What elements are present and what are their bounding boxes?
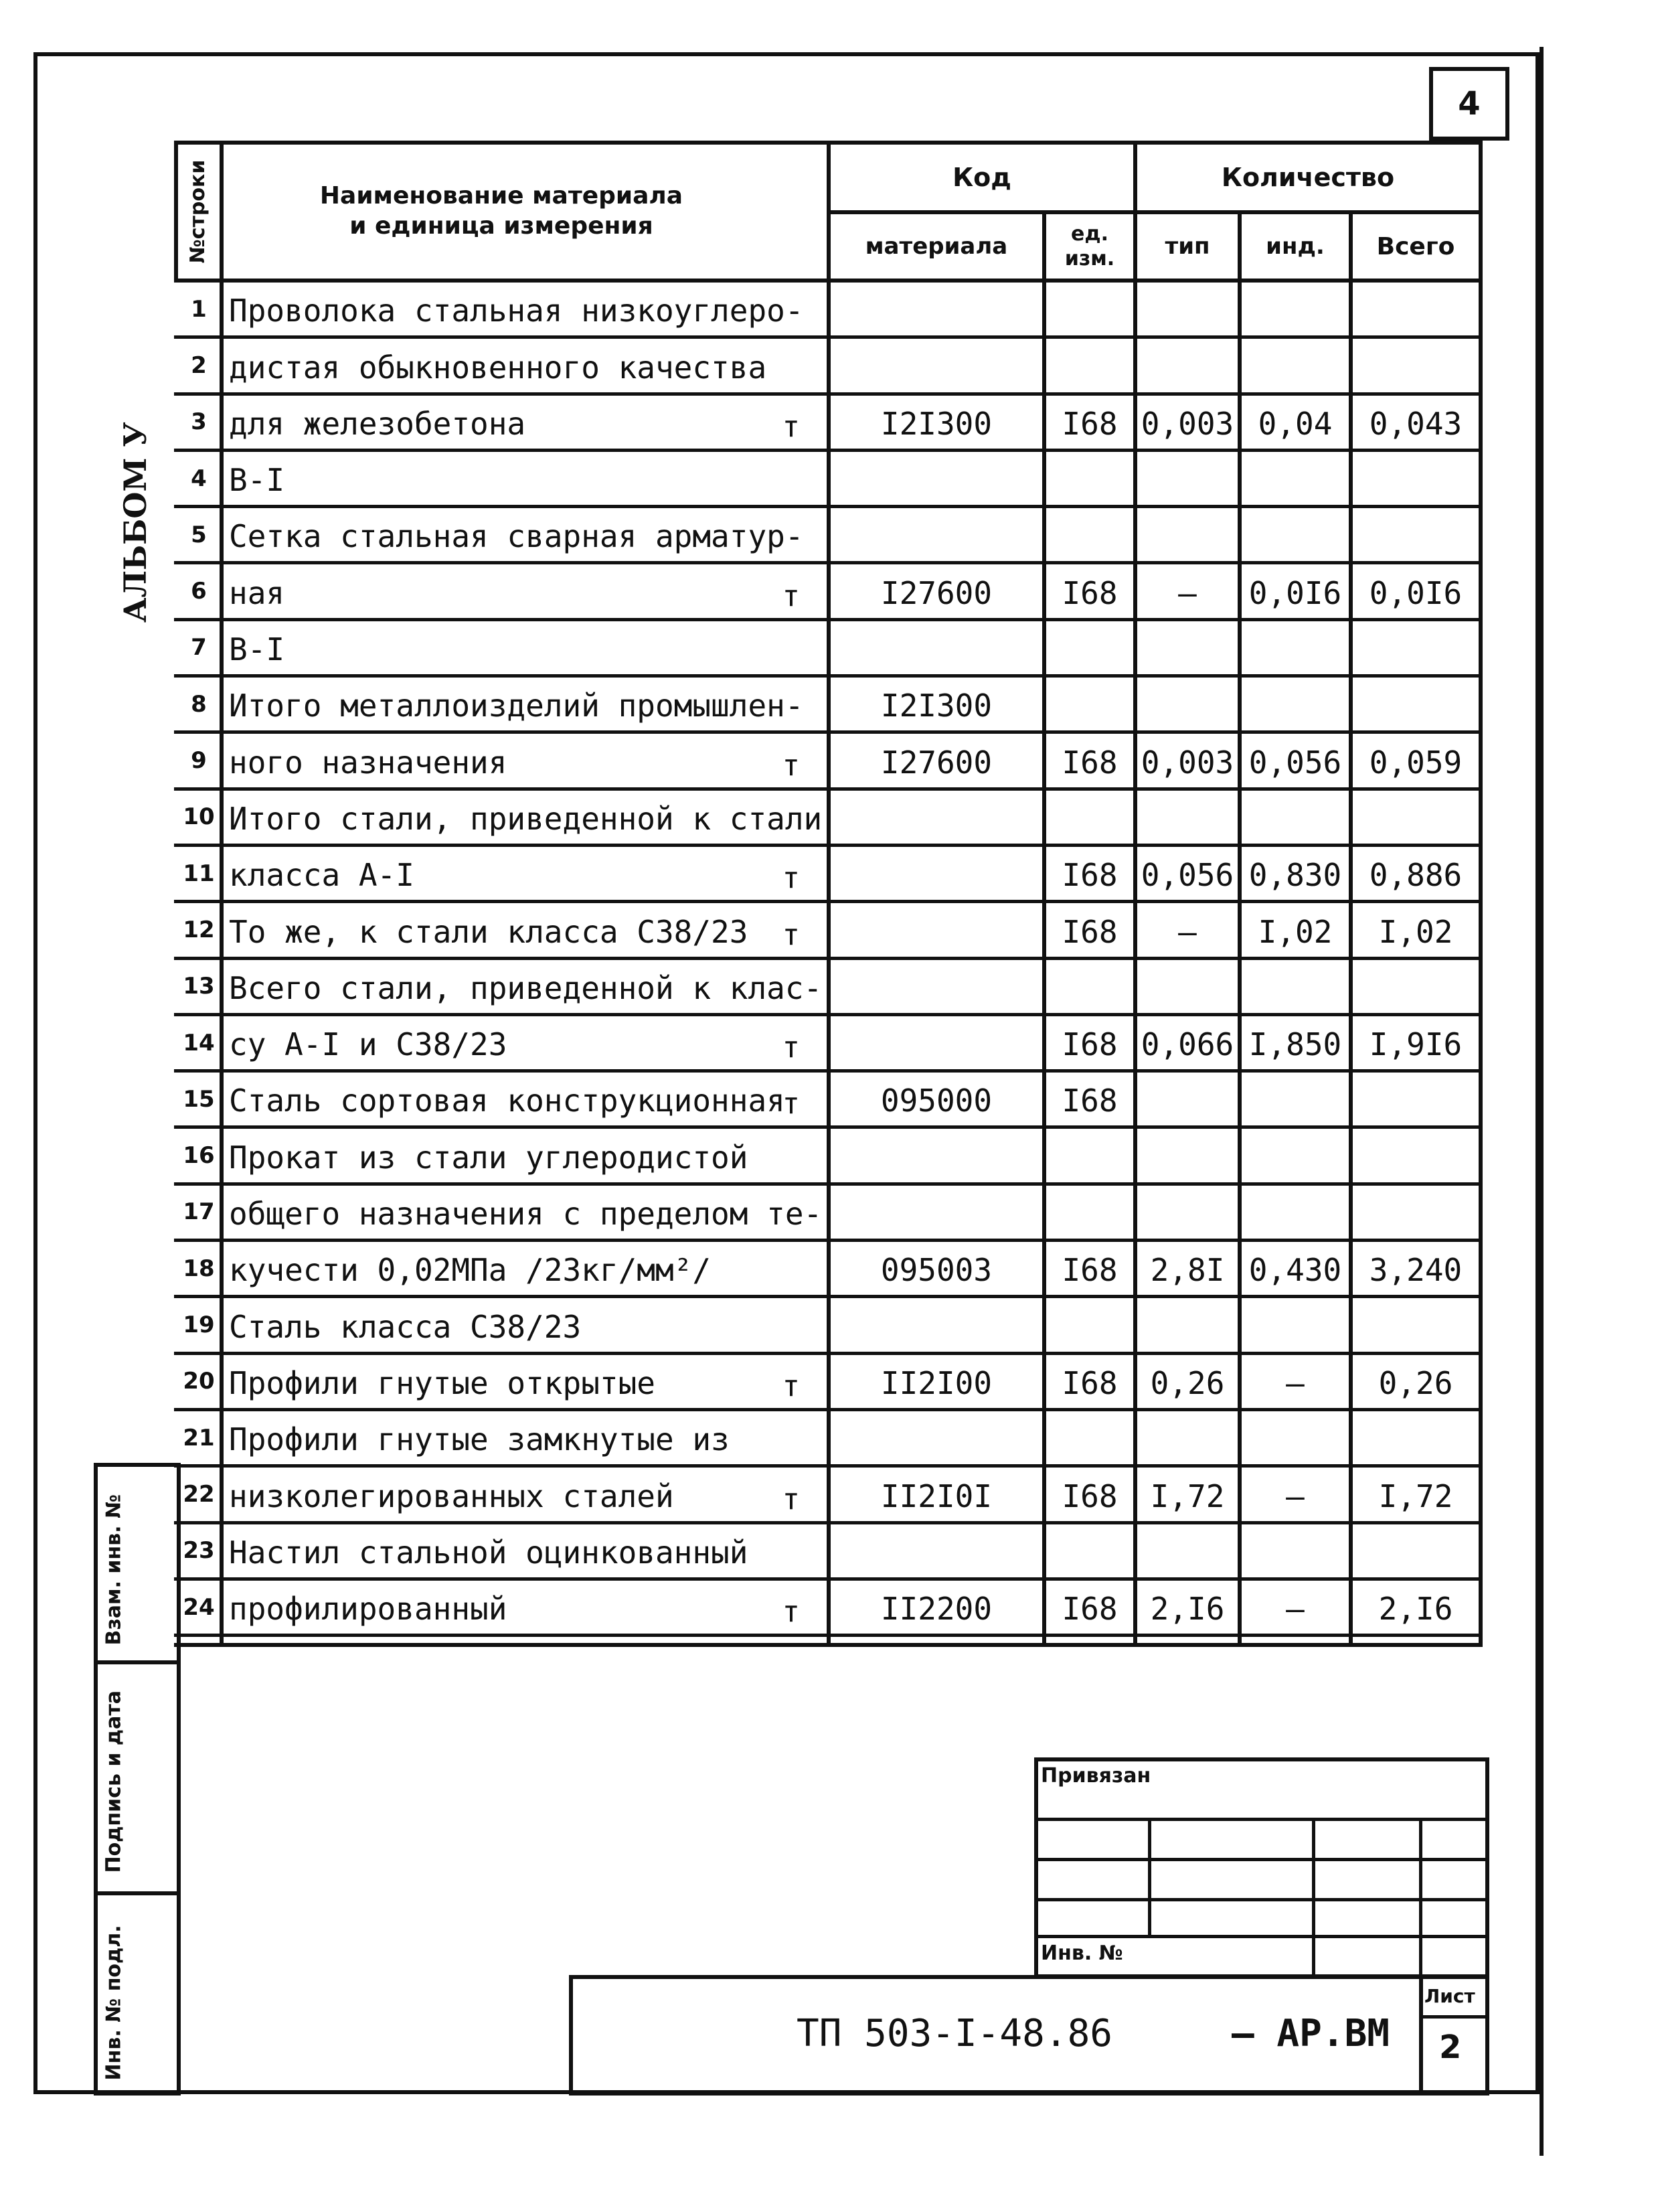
table-row [174, 903, 1483, 959]
cell-code [831, 1016, 1042, 1069]
cell-total: 2,I6 [1378, 1591, 1453, 1628]
cell-ed [1046, 508, 1133, 561]
cell-typ [1137, 960, 1238, 1013]
cell-total: 0,886 [1369, 857, 1463, 894]
cell-ed: I68 [1062, 1252, 1118, 1289]
cell-typ: – [1178, 574, 1197, 611]
doc-code: ТП 503-I-48.86 [797, 2012, 1113, 2055]
table-row [174, 1298, 1483, 1354]
cell-code: I2I300 [880, 405, 993, 442]
stamp-inv-no: Инв. № [1041, 1942, 1123, 1965]
cell-ed: I68 [1062, 1083, 1118, 1119]
cell-total [1353, 508, 1479, 561]
cell-unit-mark: т [782, 409, 800, 444]
cell-ed [1046, 1524, 1133, 1577]
cell-typ [1137, 452, 1238, 505]
cell-typ: 0,003 [1141, 744, 1234, 781]
cell-code [831, 339, 1042, 392]
cell-ed: I68 [1062, 1591, 1118, 1628]
table-row [174, 960, 1483, 1016]
cell-ind [1242, 1298, 1349, 1351]
cell-ind: 0,830 [1248, 857, 1342, 894]
cell-n: 21 [183, 1424, 215, 1451]
cell-name: Сталь класса С38/23 [229, 1308, 582, 1345]
cell-code [831, 791, 1042, 844]
cell-ind: – [1286, 1478, 1305, 1514]
header-typ: тип [1165, 232, 1210, 260]
cell-n: 14 [183, 1029, 215, 1056]
header-row-no: №строки [186, 159, 210, 264]
side-inv-podl: Инв. № подл. [102, 1925, 126, 2081]
cell-n: 7 [191, 634, 207, 661]
table-row [174, 1129, 1483, 1186]
cell-code [831, 621, 1042, 674]
cell-code [831, 903, 1042, 956]
cell-typ [1137, 339, 1238, 392]
cell-unit-mark: т [782, 1087, 800, 1121]
cell-n: 9 [191, 747, 207, 775]
cell-name: Итого металлоизделий промышлен- [229, 688, 804, 724]
cell-code: II2I00 [880, 1364, 993, 1401]
cell-code [831, 508, 1042, 561]
cell-code [831, 1524, 1042, 1577]
stamp-privyazan-label: Привязан [1041, 1764, 1151, 1788]
table-row [174, 1411, 1483, 1468]
sheet-label: Лист [1424, 1985, 1475, 2007]
cell-total [1353, 1129, 1479, 1182]
cell-n: 15 [183, 1085, 215, 1113]
doc-suffix: – АР.ВМ [1232, 2012, 1390, 2055]
cell-typ [1137, 1298, 1238, 1351]
cell-name: общего назначения с пределом те- [229, 1196, 823, 1233]
table-row [174, 1355, 1483, 1411]
page-number: 4 [1429, 67, 1509, 141]
cell-total [1353, 452, 1479, 505]
header-unit: ед. изм. [1064, 222, 1115, 270]
cell-typ [1137, 678, 1238, 730]
cell-ind: 0,04 [1258, 405, 1333, 442]
cell-n: 10 [183, 803, 215, 831]
cell-n: 24 [183, 1593, 215, 1621]
cell-name: Профили гнутые открытые [229, 1364, 655, 1401]
cell-typ: 0,066 [1141, 1026, 1234, 1063]
table-row [174, 565, 1483, 621]
cell-ed [1046, 960, 1133, 1013]
cell-code [831, 283, 1042, 335]
cell-ind: 0,0I6 [1248, 574, 1342, 611]
cell-ed [1046, 678, 1133, 730]
table-row [174, 621, 1483, 678]
table-row [174, 1524, 1483, 1581]
cell-n: 18 [183, 1255, 215, 1282]
cell-name: Всего стали, приведенной к клас- [229, 969, 823, 1006]
cell-n: 17 [183, 1198, 215, 1226]
table-row [174, 791, 1483, 847]
table-row [174, 339, 1483, 395]
cell-code [831, 1298, 1042, 1351]
cell-total: 0,0I6 [1369, 574, 1463, 611]
cell-total: 0,26 [1378, 1364, 1453, 1401]
side-podpis: Подпись и дата [102, 1690, 126, 1873]
cell-unit-mark: т [782, 1030, 800, 1065]
cell-total [1353, 678, 1479, 730]
table-row [174, 452, 1483, 508]
cell-typ [1137, 791, 1238, 844]
cell-typ: 2,8I [1150, 1252, 1225, 1289]
header-ind: инд. [1266, 232, 1325, 260]
cell-ind [1242, 1186, 1349, 1239]
header-qty-group: Количество [1221, 163, 1395, 193]
cell-unit-mark: т [782, 748, 800, 783]
table-row [174, 1581, 1483, 1637]
cell-total [1353, 1524, 1479, 1577]
cell-n: 12 [183, 916, 215, 943]
cell-ed: I68 [1062, 913, 1118, 950]
cell-name: Итого стали, приведенной к стали [229, 800, 823, 837]
cell-ed [1046, 452, 1133, 505]
cell-total [1353, 621, 1479, 674]
cell-n: 3 [191, 408, 207, 436]
cell-typ: 2,I6 [1150, 1591, 1225, 1628]
cell-ind [1242, 678, 1349, 730]
cell-ed: I68 [1062, 1478, 1118, 1514]
cell-ind [1242, 1524, 1349, 1577]
cell-unit-mark: т [782, 917, 800, 952]
cell-code: II2I0I [880, 1478, 993, 1514]
cell-n: 5 [191, 521, 207, 548]
cell-total: I,72 [1378, 1478, 1453, 1514]
table-row [174, 396, 1483, 452]
cell-name: Прокат из стали углеродистой [229, 1139, 748, 1176]
cell-typ: 0,056 [1141, 857, 1234, 894]
cell-typ: 0,26 [1150, 1364, 1225, 1401]
cell-typ [1137, 1186, 1238, 1239]
cell-ed [1046, 791, 1133, 844]
table-row [174, 1242, 1483, 1298]
cell-code [831, 960, 1042, 1013]
cell-typ [1137, 283, 1238, 335]
cell-n: 20 [183, 1368, 215, 1395]
cell-ind: I,02 [1258, 913, 1333, 950]
cell-name: В-I [229, 631, 285, 668]
cell-name: ного назначения [229, 744, 507, 781]
cell-code [831, 1129, 1042, 1182]
cell-total [1353, 1073, 1479, 1125]
cell-total [1353, 1411, 1479, 1464]
cell-typ [1137, 1073, 1238, 1125]
cell-n: 1 [191, 295, 207, 323]
cell-n: 23 [183, 1537, 215, 1565]
cell-code: II2200 [880, 1591, 993, 1628]
cell-ed: I68 [1062, 857, 1118, 894]
cell-ed [1046, 621, 1133, 674]
cell-total [1353, 1298, 1479, 1351]
cell-ed [1046, 283, 1133, 335]
table-row [174, 734, 1483, 790]
cell-name: В-I [229, 462, 285, 499]
cell-ind [1242, 621, 1349, 674]
cell-total [1353, 791, 1479, 844]
cell-code: 095003 [880, 1252, 993, 1289]
cell-typ: 0,003 [1141, 405, 1234, 442]
cell-code: 095000 [880, 1083, 993, 1119]
side-vzam: Взам. инв. № [102, 1494, 126, 1646]
cell-ind: 0,430 [1248, 1252, 1342, 1289]
table-row [174, 508, 1483, 564]
cell-unit-mark: т [782, 1368, 800, 1403]
cell-name: класса А-I [229, 857, 414, 894]
cell-total: 0,059 [1369, 744, 1463, 781]
cell-code [831, 452, 1042, 505]
cell-ed [1046, 1129, 1133, 1182]
cell-n: 13 [183, 973, 215, 1000]
cell-n: 16 [183, 1142, 215, 1170]
cell-name: кучести 0,02МПа /23кг/мм²/ [229, 1252, 712, 1289]
table-row [174, 1016, 1483, 1073]
cell-n: 22 [183, 1480, 215, 1508]
cell-name: Профили гнутые замкнутые из [229, 1421, 730, 1458]
cell-unit-mark: т [782, 1482, 800, 1516]
cell-ed: I68 [1062, 744, 1118, 781]
cell-name: Сетка стальная сварная арматур- [229, 518, 804, 555]
cell-ed: I68 [1062, 574, 1118, 611]
cell-total: 0,043 [1369, 405, 1463, 442]
cell-name: дистая обыкновенного качества [229, 349, 767, 386]
header-code-group: Код [952, 163, 1011, 193]
cell-code [831, 1411, 1042, 1464]
cell-name: То же, к стали класса С38/23 [229, 913, 748, 950]
header-material: материала [865, 232, 1008, 260]
cell-ind: – [1286, 1364, 1305, 1401]
cell-n: 11 [183, 860, 215, 887]
cell-ind [1242, 791, 1349, 844]
table-row [174, 847, 1483, 903]
table-row [174, 283, 1483, 339]
cell-total [1353, 283, 1479, 335]
spec-table [174, 141, 1483, 1647]
cell-typ: I,72 [1150, 1478, 1225, 1514]
cell-typ [1137, 1411, 1238, 1464]
cell-ed [1046, 1298, 1133, 1351]
cell-ind: 0,056 [1248, 744, 1342, 781]
binding-strip [1540, 47, 1544, 2156]
cell-unit-mark: т [782, 861, 800, 896]
cell-code [831, 1186, 1042, 1239]
cell-n: 8 [191, 690, 207, 718]
table-row [174, 1468, 1483, 1524]
cell-typ [1137, 621, 1238, 674]
cell-ind [1242, 339, 1349, 392]
album-label: АЛЬБОМ У [117, 422, 153, 623]
cell-code: I27600 [880, 744, 993, 781]
cell-ind [1242, 1073, 1349, 1125]
cell-total: I,9I6 [1369, 1026, 1463, 1063]
cell-ed [1046, 339, 1133, 392]
cell-name: Проволока стальная низкоуглеро- [229, 293, 804, 329]
cell-ind [1242, 1129, 1349, 1182]
cell-name: ная [229, 574, 285, 611]
cell-ind [1242, 508, 1349, 561]
cell-typ [1137, 508, 1238, 561]
cell-ind [1242, 283, 1349, 335]
cell-total [1353, 339, 1479, 392]
cell-unit-mark: т [782, 578, 800, 613]
cell-name: профилированный [229, 1591, 507, 1628]
cell-name: Настил стальной оцинкованный [229, 1534, 748, 1571]
table-row [174, 1073, 1483, 1129]
cell-ind: I,850 [1248, 1026, 1342, 1063]
cell-name: су А-I и С38/23 [229, 1026, 507, 1063]
cell-total: I,02 [1378, 913, 1453, 950]
cell-name: для железобетона [229, 405, 526, 442]
cell-n: 6 [191, 578, 207, 605]
cell-total [1353, 1186, 1479, 1239]
cell-n: 4 [191, 465, 207, 492]
sheet-value: 2 [1439, 2029, 1462, 2066]
cell-code [831, 847, 1042, 900]
cell-n: 19 [183, 1312, 215, 1339]
cell-code: I2I300 [880, 688, 993, 724]
cell-typ: – [1178, 913, 1197, 950]
cell-ed: I68 [1062, 1364, 1118, 1401]
cell-ind [1242, 452, 1349, 505]
cell-typ [1137, 1129, 1238, 1182]
header-name: Наименование материала и единица измерения [319, 182, 683, 240]
cell-ed [1046, 1411, 1133, 1464]
table-row [174, 678, 1483, 734]
cell-ind: – [1286, 1591, 1305, 1628]
cell-n: 2 [191, 351, 207, 379]
cell-ed: I68 [1062, 405, 1118, 442]
cell-name: низколегированных сталей [229, 1478, 674, 1514]
cell-ind [1242, 1411, 1349, 1464]
cell-total [1353, 960, 1479, 1013]
header-total: Всего [1376, 232, 1455, 260]
cell-total: 3,240 [1369, 1252, 1463, 1289]
cell-ed [1046, 1186, 1133, 1239]
cell-name: Сталь сортовая конструкционная [229, 1083, 785, 1119]
cell-unit-mark: т [782, 1595, 800, 1630]
cell-ed: I68 [1062, 1026, 1118, 1063]
cell-typ [1137, 1524, 1238, 1577]
table-row [174, 1186, 1483, 1242]
cell-code: I27600 [880, 574, 993, 611]
cell-ind [1242, 960, 1349, 1013]
